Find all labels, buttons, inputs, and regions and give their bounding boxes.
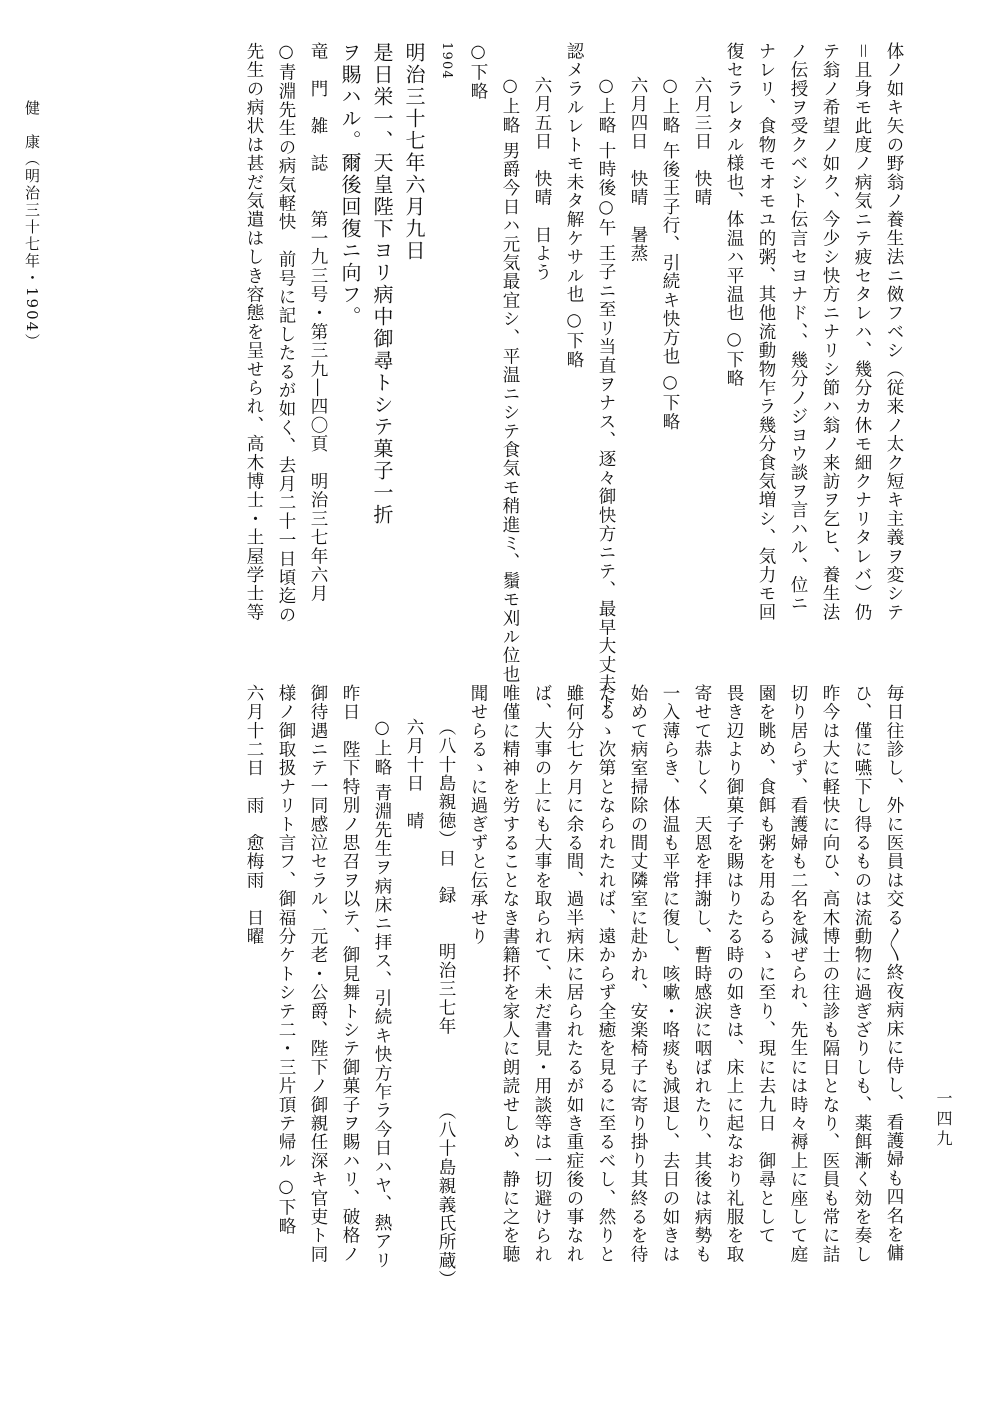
lower-text-column: 御待遇ニテ一同感泣セラル、元老・公爵、陛下ノ御親任深キ官吏ト同 [308,684,328,1264]
upper-text-column: 六月三日 快晴 [692,76,712,207]
upper-text-column: ヲ賜ハル。爾後回復ニ向フ。 [338,42,362,328]
upper-text-column: 体ノ如キ矢の野翁ノ養生法ニ傚フベシ（従来ノ太ク短キ主義ヲ変シテ [884,42,904,622]
running-head: 健 康（明治三十七年・1904） [23,100,41,351]
upper-text-column: 1904 [439,42,454,80]
page-number: 一四九 [934,1090,953,1150]
lower-text-column: ひ、僅に嚥下し得るものは流動物に過ぎざりしも、薬餌漸く効を奏し [852,684,872,1264]
upper-text-column: テ翁ノ希望ノ如ク、今少シ快方ニナリシ節ハ翁ノ来訪ヲ乞ヒ、養生法 [820,42,840,622]
lower-text-column: 六月十二日 雨 愈梅雨 日曜 [244,684,264,946]
lower-text-column: 昨今は大に軽快に向ひ、高木博士の往診も隔日となり、医員も常に詰 [820,684,840,1264]
lower-text-column: 毎日往診し、外に医員は交る〳〵終夜病床に侍し、看護婦も四名を傭 [884,684,904,1263]
lower-text-column: 様ノ御取扱ナリト言フ、御福分ケトシテ二・三片頂テ帰ル ○下略 [276,684,296,1236]
lower-text-column: 畏き辺より御菓子を賜はりたる時の如きは、床上に起なおり礼服を取 [724,684,744,1264]
lower-text-column: 雖何分七ケ月に余る間、過半病床に居られたるが如き重症後の事なれ [564,684,584,1264]
upper-text-block [90,42,910,712]
upper-text-column: ＝且身モ此度ノ病気ニテ疲セタレハ、幾分カ休モ細クナリタレバ）仍 [852,42,872,622]
upper-text-column: 先生の病状は甚だ気遣はしき容態を呈せられ、高木博士・土屋学士等 [244,42,264,622]
upper-text-column: ○上略 十時後○午 王子ニ至リ当直ヲナス、逐々御快方ニテ、最早大丈夫ト [596,76,616,712]
upper-text-column: 明治三十七年六月九日 [402,42,426,262]
upper-text-column: 六月五日 快晴 日よう [532,76,552,282]
upper-text-column: ナレリ、食物モオモユ的粥、其他流動物乍ラ幾分食気増シ、気力モ回 [756,42,776,622]
lower-text-block [90,684,910,1304]
lower-text-column: 昨日 陛下特別ノ思召ヲ以テ、御見舞トシテ御菓子ヲ賜ハリ、破格ノ [340,684,360,1264]
upper-text-column: 六月四日 快晴 暑蒸 [628,76,648,263]
lower-text-column: ○上略 青淵先生ヲ病床ニ拝ス、引続キ快方乍ラ今日ハヤ、熱アリ [372,718,392,1270]
lower-text-column: たるゝ次第となられたれば、遠からず全癒を見るに至るべし、然りと [596,684,616,1264]
lower-text-column: 唯僅に精神を労することなき書籍抔を家人に朗読せしめ、静に之を聴 [500,684,520,1264]
lower-text-column: ば、大事の上にも大事を取られて、未だ書見・用談等は一切避けられ [532,684,552,1264]
lower-text-column: 聞せらるゝに過ぎずと伝承せり [468,684,488,946]
upper-text-column: 是日栄一、天皇陛下ヨリ病中御尋トシテ菓子一折 [370,42,394,526]
upper-text-column: 竜 門 雑 誌 第一九三号・第三九―四〇頁 明治三七年六月 [308,42,328,603]
lower-text-column: 一入薄らき、体温も平常に復し、咳嗽・咯痰も減退し、去日の如きは [660,684,680,1264]
upper-text-column: ○青淵先生の病気軽快 前号に記したるが如く、去月二十一日頃迄の [276,42,296,625]
lower-text-column: 寄せて恭しく 天恩を拝謝し、暫時感涙に咽ばれたり、其後は病勢も [692,684,712,1264]
lower-text-column: （八十島親徳）日 録 明治三七年 （八十島親義氏所蔵） [436,718,456,1289]
lower-text-column: 園を眺め、食餌も粥を用ゐらるゝに至り、現に去九日 御尋として [756,684,776,1245]
lower-text-column: 始めて病室掃除の間丈隣室に赴かれ、安楽椅子に寄り掛り其終るを待 [628,684,648,1264]
upper-text-column: ノ伝授ヲ受クベシト伝言セヨナド、、幾分ノジヨウ談ヲ言ハル、位ニ [788,42,808,613]
upper-text-column: 復セラレタル様也、体温ハ平温也 ○下略 [724,42,744,388]
upper-text-column: ○上略 男爵今日ハ元気最宜シ、平温ニシテ食気モ稍進ミ、鬚モ刈ル位也 [500,76,520,684]
upper-text-column: ○下略 [468,42,488,101]
upper-text-column: 認メラルレトモ未タ解ケサル也 ○下略 [564,42,584,370]
lower-text-column: 切り居らず、看護婦も二名を減ぜられ、先生には時々褥上に座して庭 [788,684,808,1264]
lower-text-column: 六月十日 晴 [404,718,424,831]
upper-text-column: ○上略 午後王子行、引続キ快方也 ○下略 [660,76,680,432]
